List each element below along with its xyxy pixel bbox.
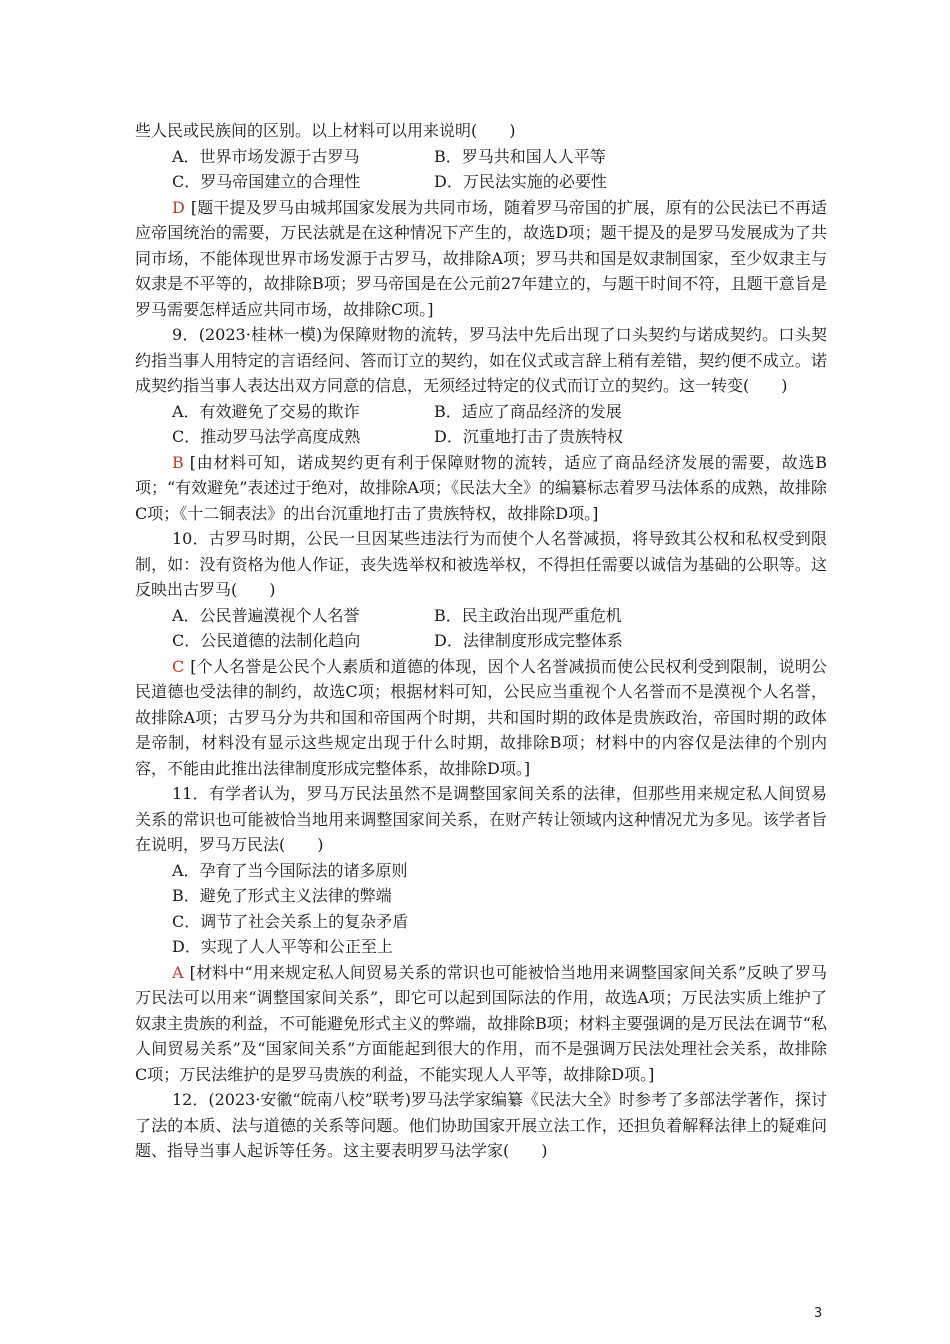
q11-option-c: C．调节了社会关系上的复杂矛盾 [172,911,409,931]
q11-option-b: B．避免了形式主义法律的弊端 [172,886,392,905]
page-number: 3 [814,1306,823,1321]
q9-answer-block [135,450,827,527]
q11-answer: A [172,962,184,982]
q10-stem: 10．古罗马时期，公民一旦因某些违法行为而使个人名誉减损，将导致其公权和私权受到限制，如：没有资格为他人作证，丧失选举权和被选举权，不得担任需要以诚信为基础的公职等。这反映出古罗马( ) [135,529,827,599]
q12-stem: 12．(2023·安徽“皖南八校”联考)罗马法学家编纂《民法大全》时参考了多部法学著作，探讨了法的本质、法与道德的关系等问题。他们协助国家开展立法工作，还担负着解释法律上的疑难问题、指导当事人起诉等任务。这主要表明罗马法学家( ) [135,1090,828,1160]
q10-answer: C [172,656,185,676]
q11-stem: 11．有学者认为，罗马万民法虽然不是调整国家间关系的法律，但那些用来规定私人间贸易关系的常识也可能被恰当地用来调整国家间关系，在财产转让领域内这种情况尤为多见。该学者旨在说明，罗马万民法( ) [135,784,827,854]
q8-option-c: C．罗马帝国建立的合理性 [172,172,361,191]
q8-explanation: [题干提及罗马由城邦国家发展为共同市场，随着罗马帝国的扩展，原有的公民法已不再适应帝国统治的需要，万民法就是在这种情况下产生的，故选D项；题干提及的是罗马发展成为了共同市场，不能体现世界市场发源于古罗马，故排除A项；罗马共和国是奴隶制国家，至少奴隶主与奴隶是不平等的，故排除B项；罗马帝国是在公元前27年建立的，与题干时间不符，且题干意旨是罗马需要怎样适应共同市场，故排除C项。] [135,197,827,319]
q10-option-b: B．民主政治出现严重危机 [434,605,622,625]
q9-options [135,399,827,450]
q8-answer-block [135,195,827,323]
q8-option-a: A．世界市场发源于古罗马 [172,146,360,166]
q11-option-a: A．孕育了当今国际法的诸多原则 [172,860,408,880]
q9-answer: B [172,452,184,472]
q10-explanation: [个人名誉是公民个人素质和道德的体现，因个人名誉减损而使公民权利受到限制，说明公民道德也受法律的制约，故选C项；根据材料可知，公民应当重视个人名誉而不是漠视个人名誉，故排除A项；古罗马分为共和国和帝国两个时期，共和国时期的政体是贵族政治，帝国时期的政体是帝制，材料没有显示这些规定出现于什么时期，故排除B项；材料中的内容仅是法律的个别内容，不能由此推出法律制度形成完整体系，故排除D项。] [135,656,827,778]
q10-option-d: D．法律制度形成完整体系 [434,631,623,650]
q8-answer: D [172,197,185,217]
q9-option-c: C．推动罗马法学高度成熟 [172,427,361,446]
q9-option-d: D．沉重地打击了贵族特权 [434,427,623,446]
q8-option-b: B．罗马共和国人人平等 [434,146,606,166]
q9-option-a: A．有效避免了交易的欺诈 [172,401,360,421]
q10-option-c: C．公民道德的法制化趋向 [172,631,361,650]
q8-options [135,144,827,195]
q10-options [135,603,827,654]
q10-answer-block [135,654,827,782]
q8-option-d: D．万民法实施的必要性 [434,172,607,191]
q8-stem: 些人民或民族间的区别。以上材料可以用来说明( ) [135,121,516,140]
q11-explanation: [材料中“用来规定私人间贸易关系的常识也可能被恰当地用来调整国家间关系”反映了罗马万民法可以用来“调整国家间关系”，即它可以起到国际法的作用，故选A项；万民法实质上维护了奴隶主贵族的利益，不可能避免形式主义的弊端，故排除B项；材料主要强调的是万民法在调节“私人间贸易关系”及“国家间关系”方面能起到很大的作用，而不是强调万民法处理社会关系，故排除C项；万民法维护的是罗马贵族的利益，不能实现人人平等，故排除D项。] [135,962,827,1084]
q10-option-a: A．公民普遍漠视个人名誉 [172,605,360,625]
q9-option-b: B．适应了商品经济的发展 [434,401,622,421]
q9-explanation: [由材料可知，诺成契约更有利于保障财物的流转，适应了商品经济发展的需要，故选B项；“有效避免”表述过于绝对，故排除A项；《民法大全》的编纂标志着罗马法体系的成熟，故排除C项；《十二铜表法》的出台沉重地打击了贵族特权，故排除D项。] [135,452,827,523]
q11-option-d: D．实现了人人平等和公正至上 [172,937,393,956]
q9-stem: 9．(2023·桂林一模)为保障财物的流转，罗马法中先后出现了口头契约与诺成契约。口头契约指当事人用特定的言语经问、答而订立的契约，如在仪式或言辞上稍有差错，契约便不成立。诺成契约指当事人表达出双方同意的信息，无须经过特定的仪式而订立的契约。这一转变( ) [135,325,827,395]
page-content [135,118,827,1164]
q11-answer-block [135,960,827,1088]
